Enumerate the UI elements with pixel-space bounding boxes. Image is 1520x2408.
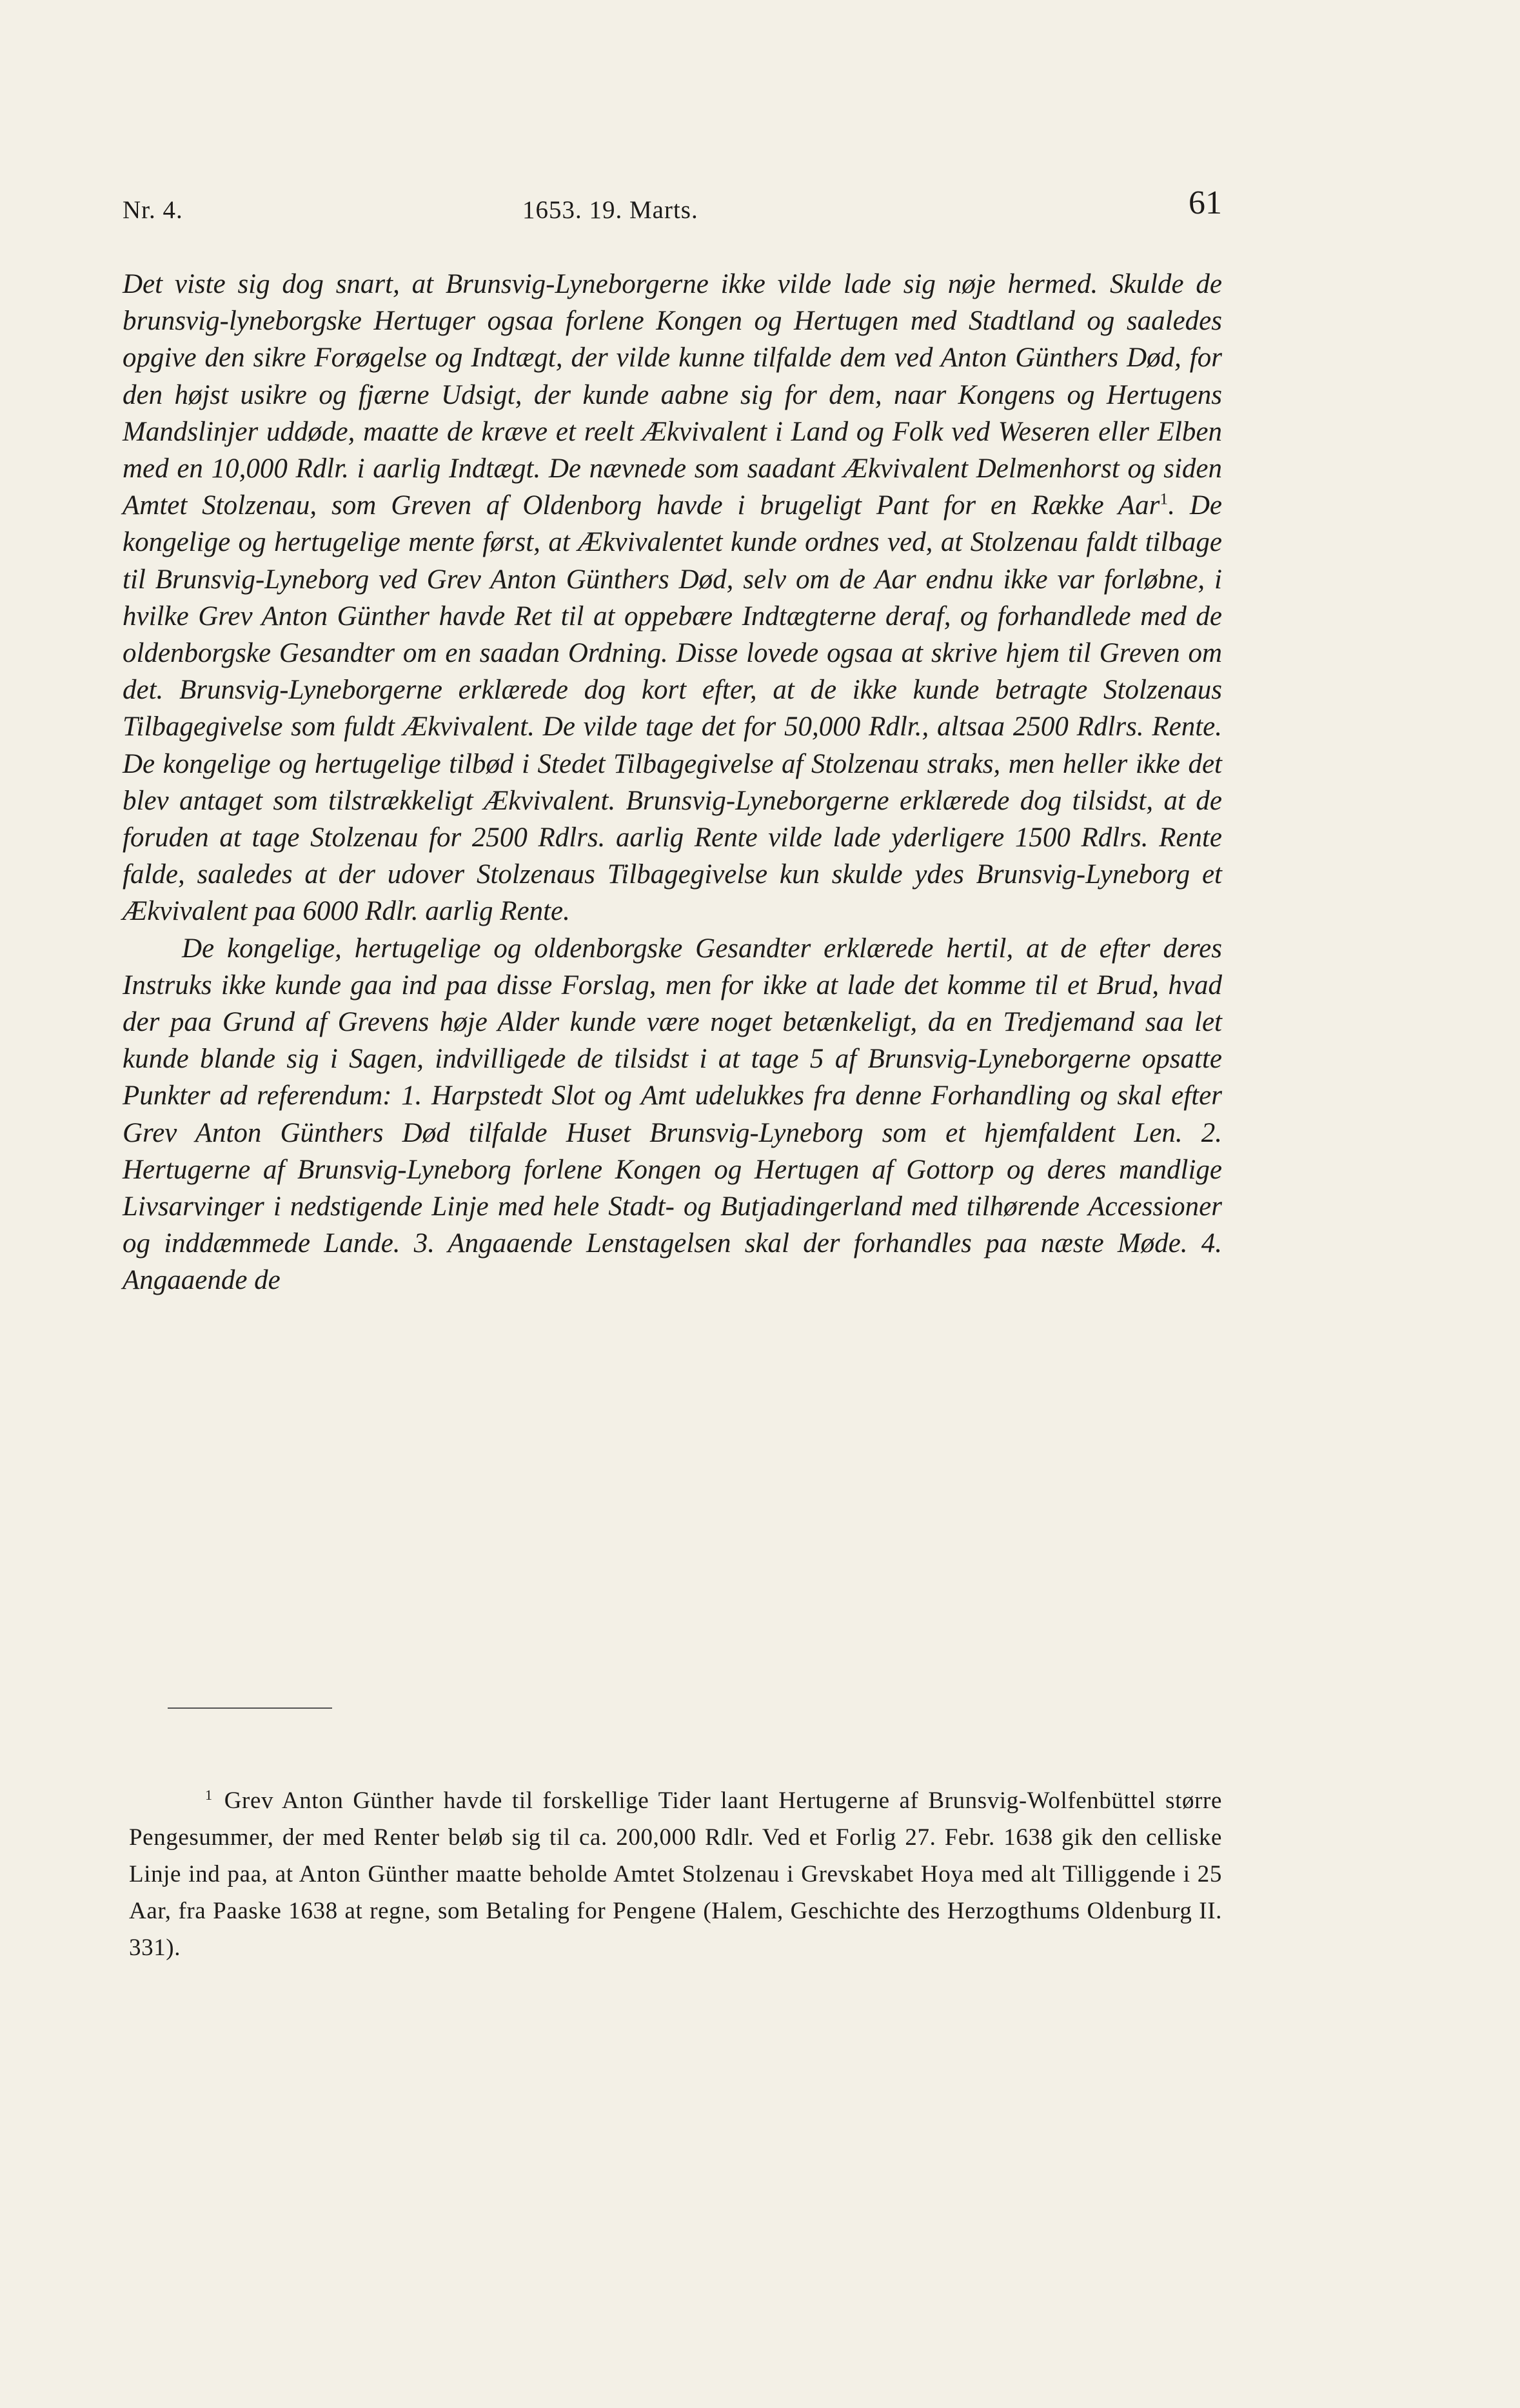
issue-number: Nr. 4. — [123, 196, 183, 224]
footnote-text: Grev Anton Günther havde til forskellige Tider laant Hertugerne af Brunsvig-Wolfenbüttel større Pengesummer, der med Renter beløb sig til ca. 200,000 Rdlr. Ved et Forlig 27. Febr. 1638 gik den celliske Linje ind paa, at Anton Günther maatte beholde Amtet Stolzenau i Grevskabet Hoya med alt Tilliggende i 25 Aar, fra Paaske 1638 at regne, som Betaling for Pengene (Halem, Geschichte des Herzogthums Oldenburg II. 331). — [129, 1787, 1222, 1961]
footnote-paragraph — [129, 1782, 1222, 1966]
paragraph-2: De kongelige, hertugelige og oldenborgske Gesandter erklærede hertil, at de efter deres Instruks ikke kunde gaa ind paa disse Forslag, men for ikke at lade det komme til et Brud, hvad der paa Grund af Grevens høje Alder kunde være noget betænkeligt, da en Tredjemand saa let kunde blande sig i Sagen, indvilligede de tilsidst i at tage 5 af Brunsvig-Lyneborgerne opsatte Punkter ad referendum: 1. Harpstedt Slot og Amt udelukkes fra denne Forhandling og skal efter Grev Anton Günthers Død tilfalde Huset Brunsvig-Lyneborg som et hjemfaldent Len. 2. Hertugerne af Brunsvig-Lyneborg forlene Kongen og Hertugen af Gottorp og deres mandlige Livsarvinger i nedstigende Linje med hele Stadt- og Butjadingerland med tilhørende Accessioner og inddæmmede Lande. 3. Angaaende Lenstagelsen skal der forhandles paa næste Møde. 4. Angaaende de — [123, 933, 1222, 1296]
paragraph-1 — [123, 266, 1222, 930]
footnote-reference: 1 — [1160, 489, 1169, 508]
main-text — [123, 266, 1222, 1299]
paragraph-1-continuation: . De kongelige og hertugelige mente først, at Ækvivalentet kunde ordnes ved, at Stolzenau faldt tilbage til Brunsvig-Lyneborg ved Grev Anton Günthers Død, selv om de Aar endnu ikke var forløbne, i hvilke Grev Anton Günther havde Ret til at oppebære Indtægterne deraf, og forhandlede med de oldenborgske Gesandter om en saadan Ordning. Disse lovede ogsaa at skrive hjem til Greven om det. Brunsvig-Lyneborgerne erklærede dog kort efter, at de ikke kunde betragte Stolzenaus Tilbagegivelse som fuldt Ækvivalent. De vilde tage det for 50,000 Rdlr., altsaa 2500 Rdlrs. Rente. De kongelige og hertugelige tilbød i Stedet Tilbagegivelse af Stolzenau straks, men heller ikke det blev antaget som tilstrækkeligt Ækvivalent. Brunsvig-Lyneborgerne erklærede dog tilsidst, at de foruden at tage Stolzenau for 2500 Rdlrs. aarlig Rente vilde lade yderligere 1500 Rdlrs. Rente falde, saaledes at der udover Stolzenaus Tilbagegivelse kun skulde ydes Brunsvig-Lyneborg et Ækvivalent paa 6000 Rdlr. aarlig Rente. — [123, 490, 1222, 927]
paragraph-1-text: Det viste sig dog snart, at Brunsvig-Lyneborgerne ikke vilde lade sig nøje hermed. Skulde de brunsvig-lyneborgske Hertuger ogsaa forlene Kongen og Hertugen med Stadtland og saaledes opgive den sikre Forøgelse og Indtægt, der vilde kunne tilfalde dem ved Anton Günthers Død, for den højst usikre og fjærne Udsigt, der kunde aabne sig for dem, naar Kongens og Hertugens Mandslinjer uddøde, maatte de kræve et reelt Ækvivalent i Land og Folk ved Weseren eller Elben med en 10,000 Rdlr. i aarlig Indtægt. De nævnede som saadant Ækvivalent Delmenhorst og siden Amtet Stolzenau, som Greven af Oldenborg havde i brugeligt Pant for en Række Aar — [123, 269, 1222, 521]
header-date: 1653. 19. Marts. — [522, 196, 698, 224]
footnote — [129, 1782, 1222, 1966]
footnote-mark: 1 — [205, 1786, 213, 1803]
running-header — [123, 184, 1222, 235]
footnote-separator — [168, 1707, 332, 1709]
page-number: 61 — [1189, 184, 1222, 221]
